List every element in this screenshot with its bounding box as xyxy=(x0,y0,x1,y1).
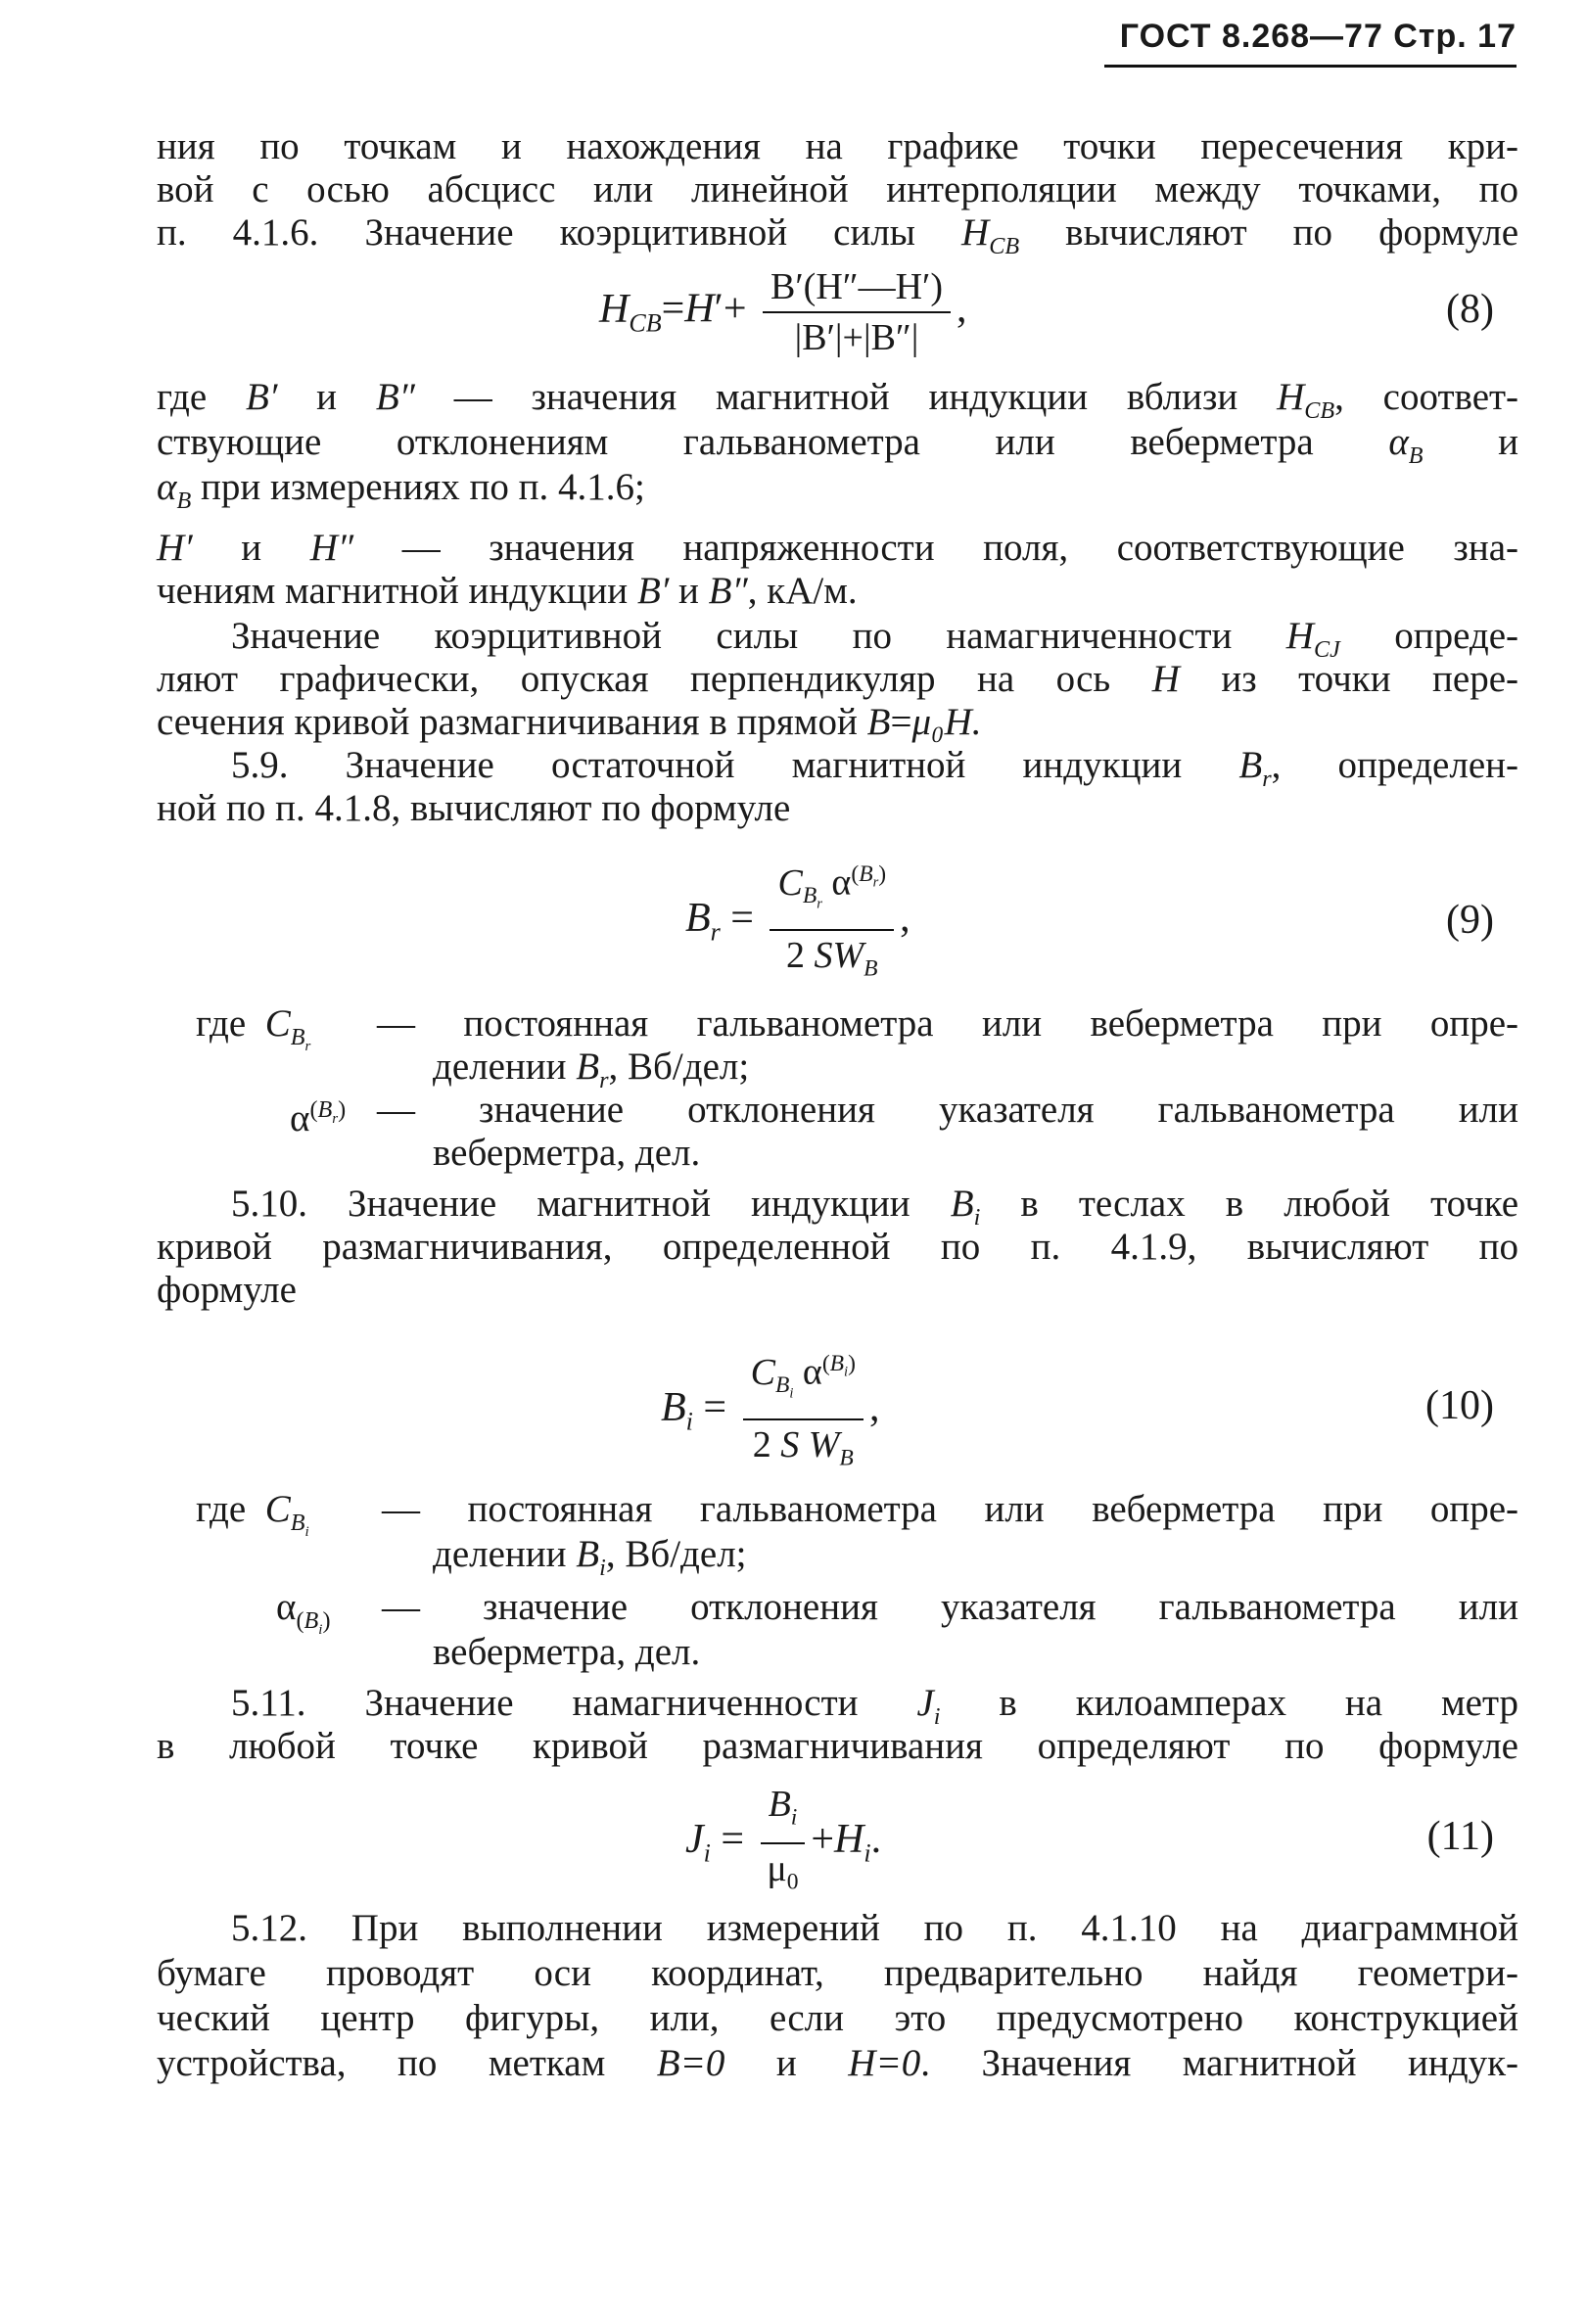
text-line: Значение коэрцитивной силы по намагниченности $H_{CJ}$ опреде- xyxy=(231,615,1519,663)
where-term: где $C_{B_i}$ xyxy=(196,1488,309,1540)
text-line: 5.10. Значение магнитной индукции $B_i$ в теслах в любой точке xyxy=(231,1183,1519,1231)
text-line: кривой размагничивания, определенной по п. 4.1.9, вычисляют по xyxy=(157,1226,1518,1268)
where-term: где $C_{B_r}$ xyxy=(196,1002,311,1054)
where-term: $\alpha_{(B_i)}$ xyxy=(276,1586,331,1638)
header-rule xyxy=(1104,65,1517,68)
text-line: ческий центр фигуры, или, если это предусмотрено конструкцией xyxy=(157,1997,1518,2039)
text-line: 5.12. При выполнении измерений по п. 4.1.10 на диаграммной xyxy=(231,1907,1518,1949)
text-line: в любой точке кривой размагничивания определяют по формуле xyxy=(157,1725,1518,1767)
text-line: ния по точкам и нахождения на графике точки пересечения кри- xyxy=(157,125,1518,167)
equation-9: $B_r$ = $\frac{C_{B_r} \alpha^{(B_r)}}{2 SW_B}$ , xyxy=(685,852,910,992)
text-line: H′ и H″ — значения напряженности поля, соответствующие зна- xyxy=(157,527,1518,569)
equation-number: (8) xyxy=(1446,287,1494,332)
where-desc: веберметра, дел. xyxy=(433,1132,701,1174)
equation-number: (10) xyxy=(1425,1383,1494,1428)
equation-8: $H_{CB}=H'+$ $\frac{B'(H''—H')}{|B'|+|B''|}$ , xyxy=(599,266,967,358)
where-desc: — постоянная гальванометра или веберметра при опре- xyxy=(377,1002,1518,1045)
where-desc: — постоянная гальванометра или веберметра при опре- xyxy=(382,1488,1518,1530)
where-term: $\alpha^{(B_r)}$ xyxy=(290,1096,347,1139)
equation-number: (9) xyxy=(1446,898,1494,943)
text-line: ляют графически, опуская перпендикуляр на ось H из точки пере- xyxy=(157,658,1519,700)
equation-11: $J_i$ = $\frac{B_i}{\mu_0}$ $+H_i$. xyxy=(685,1784,882,1895)
equation-number: (11) xyxy=(1426,1814,1494,1859)
where-desc: веберметра, дел. xyxy=(433,1631,701,1673)
where-desc: делении $B_i$, Вб/дел; xyxy=(433,1533,747,1581)
text-line: чениям магнитной индукции B′ и B″, кА/м. xyxy=(157,570,858,612)
text-line: ной по п. 4.1.8, вычисляют по формуле xyxy=(157,787,791,829)
text-line: п. 4.1.6. Значение коэрцитивной силы $H_{CB}$ вычисляют по формуле xyxy=(157,211,1518,259)
text-line: вой с осью абсцисс или линейной интерполяции между точками, по xyxy=(157,168,1518,210)
page-header: ГОСТ 8.268—77 Стр. 17 xyxy=(1119,18,1517,55)
equation-10: $B_i$ = $\frac{C_{B_i} \alpha^{(B_i)}}{2 S W_B}$ , xyxy=(661,1341,879,1481)
text-line: ствующие отклонениям гальванометра или веберметра $\alpha_B$ и xyxy=(157,421,1519,469)
text-line: 5.9. Значение остаточной магнитной индукции $B_r$, определен- xyxy=(231,744,1518,792)
where-desc: делении $B_r$, Вб/дел; xyxy=(433,1046,750,1093)
text-line: сечения кривой размагничивания в прямой B=μ₀H. xyxy=(157,701,982,743)
where-desc: — значение отклонения указателя гальванометра или xyxy=(377,1089,1518,1131)
where-desc: — значение отклонения указателя гальванометра или xyxy=(382,1586,1518,1628)
text-line: устройства, по меткам B=0 и H=0. Значения магнитной индук- xyxy=(157,2042,1519,2084)
text-line: бумаге проводят оси координат, предварительно найдя геометри- xyxy=(157,1952,1518,1994)
text-line: где B′ и B″ — значения магнитной индукции вблизи $H_{CB}$, соответ- xyxy=(157,376,1519,424)
text-line: $\alpha_B$ при измерениях по п. 4.1.6; xyxy=(157,466,645,514)
text-line: формуле xyxy=(157,1269,297,1311)
text-line: 5.11. Значение намагниченности $J_i$ в килоамперах на метр xyxy=(231,1682,1519,1730)
